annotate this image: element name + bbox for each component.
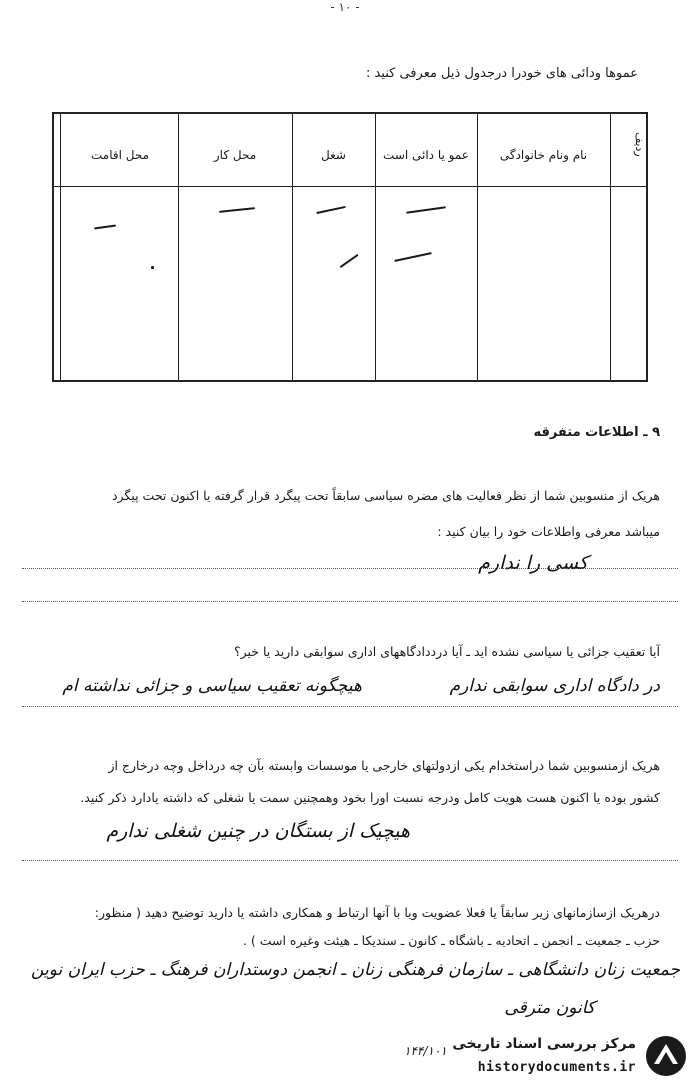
column-header-residence: محل اقامت (90, 148, 149, 162)
empty-entry-dash (406, 206, 446, 213)
answer-2-handwriting-left: هیچگونه تعقیب سیاسی و جزائی نداشته ام (62, 676, 362, 696)
column-header-workplace: محل کار (213, 148, 257, 162)
archive-name: مرکز بررسی اسناد تاریخی (452, 1036, 636, 1052)
ink-dot (151, 266, 154, 269)
empty-entry-dash (94, 224, 116, 229)
page-number: - ۱۰ - (330, 0, 360, 14)
answer-line (22, 568, 678, 569)
answer-3-handwriting: هیچیک از بستگان در چنین شغلی ندارم (106, 820, 410, 842)
question-3-line-2: کشور بوده یا اکنون هست هویت کامل ودرجه نسبت اورا بخود وهمچنین سمت یا شغلی که داشته یادارد ذکر کنید. (80, 790, 660, 805)
table-inner-border (60, 114, 61, 380)
section-9-title: ۹ ـ اطلاعات متفرقه (533, 425, 660, 440)
answer-4-handwriting-line-2: کانون مترقی (504, 998, 595, 1018)
column-header-job: شغل (321, 148, 346, 162)
question-3-line-1: هریک ازمنسوبین شما دراستخدام یکی ازدولتهای خارجی یا موسسات وابسته بآن چه درداخل وچه درخارج از (108, 758, 660, 773)
answer-2-handwriting-right: در دادگاه اداری سوابقی ندارم (449, 676, 660, 696)
empty-entry-dash (340, 254, 359, 268)
question-4-line-2: حزب ـ جمعیت ـ انجمن ـ اتحادیه ـ باشگاه ـ کانون ـ سندیکا ـ هیئت وغیره است ) . (242, 933, 660, 948)
answer-line (22, 601, 678, 602)
table-header-divider (54, 186, 646, 187)
archive-watermark (402, 1032, 692, 1086)
answer-line (22, 706, 678, 707)
question-2: آیا تعقیب جزائی یا سیاسی نشده اید ـ آیا درددادگاههای اداری سوابقی دارید یا خیر؟ (233, 644, 660, 659)
column-header-relation: عمو یا دائی است (383, 148, 469, 162)
empty-entry-dash (219, 207, 255, 212)
table-column-divider (610, 114, 611, 380)
empty-entry-dash (316, 206, 346, 214)
question-1-line-2: میباشد معرفی واطلاعات خود را بیان کنید : (437, 524, 660, 539)
question-4-line-1: درهریک ازسازمانهای زیر سابقاً یا فعلا عضویت ویا با آنها ارتباط و همکاری داشته یا دارید توضیح دهید ( منظور: (94, 905, 660, 920)
uncles-intro-text: عموها ودائی های خودرا درجدول ذیل معرفی کنید : (365, 66, 638, 81)
uncles-table (52, 112, 648, 382)
answer-1-handwriting: کسی را ندارم (478, 552, 588, 574)
column-header-name: نام ونام خانوادگی (499, 148, 588, 162)
document-number: ۱۴۴/۱۰۱ (404, 1044, 447, 1058)
archive-website: historydocuments.ir (477, 1060, 636, 1075)
column-header-row: ردیف (633, 132, 646, 157)
question-1-line-1: هریک از منسوبین شما از نظر فعالیت های مضره سیاسی سابقاً تحت پیگرد قرار گرفته یا اکنون تحت پیگرد (111, 488, 660, 503)
archive-logo-icon (644, 1034, 688, 1078)
empty-entry-dash (394, 252, 431, 261)
answer-line (22, 860, 678, 861)
answer-4-handwriting-line-1: جمعیت زنان دانشگاهی ـ سازمان فرهنگی زنان ـ انجمن دوستداران فرهنگ ـ حزب ایران نوین (31, 960, 680, 980)
